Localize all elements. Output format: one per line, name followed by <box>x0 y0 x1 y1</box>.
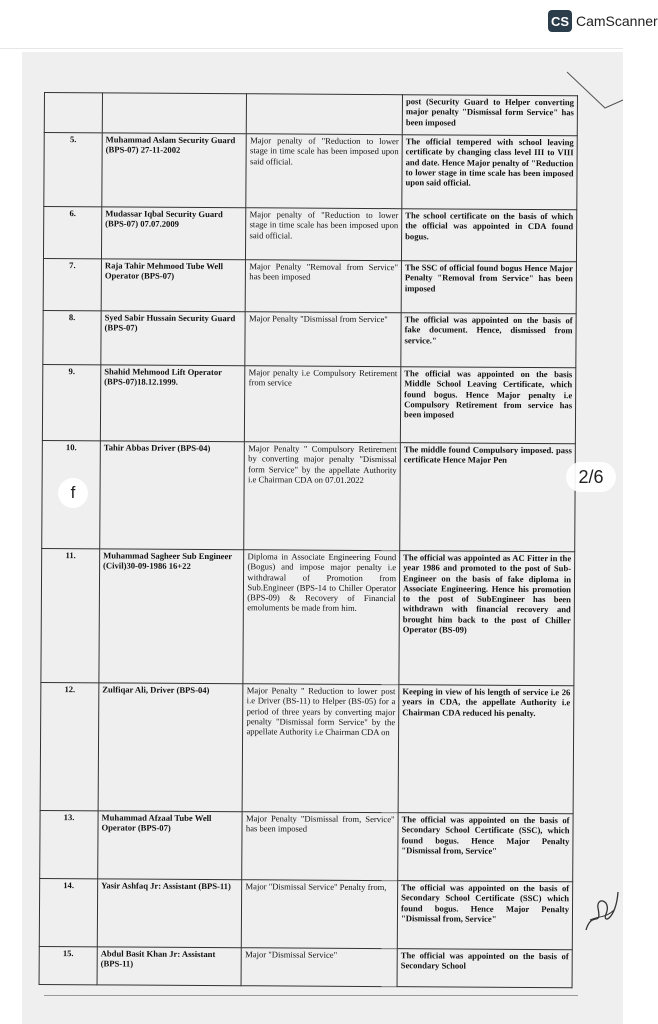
official-name-cell: Zulfiqar Ali, Driver (BPS-04) <box>98 683 243 812</box>
reason-cell: The official was appointed on the basis Middle School Leaving Certificate, which found bogus. Hence Major penalty i.e Compulsory Retirement from service has been imposed <box>400 367 575 444</box>
serial-cell: 13. <box>40 810 98 878</box>
official-name-cell <box>102 93 247 134</box>
serial-cell: 12. <box>40 682 99 810</box>
table-row <box>42 440 576 551</box>
official-name-cell: Yasir Ashfaq Jr: Assistant (BPS-11) <box>97 879 242 948</box>
official-name-cell: Shahid Mehmood Lift Operator (BPS-07)18.12.1999. <box>100 365 245 442</box>
reason-cell: The official was appointed on the basis of fake document. Hence, dismissed from service." <box>401 313 576 368</box>
serial-cell: 10. <box>42 440 101 548</box>
official-name-cell: Mudassar Iqbal Security Guard (BPS-07) 07.07.2009 <box>101 207 246 260</box>
serial-cell: 8. <box>43 310 101 364</box>
official-name-cell: Tahir Abbas Driver (BPS-04) <box>100 441 245 550</box>
serial-cell: 6. <box>43 207 101 259</box>
official-name-cell: Abdul Basit Khan Jr: Assistant (BPS-11) <box>97 947 242 986</box>
table-row <box>40 682 574 813</box>
penalty-cell: Major Penalty "Dismissal from Service" <box>245 312 401 367</box>
penalty-cell: Diploma in Associate Engineering Found (Bogus) and impose major penalty i.e withdrawal of Promotion from Sub.Engineer (BPS-14 to Chiller Operator (BPS-09) & Recovery of Financial emoluments be made from him. <box>243 550 399 685</box>
serial-cell <box>44 93 102 133</box>
table-row <box>43 310 576 367</box>
reason-cell: The official was appointed on the basis of Secondary School Certificate (SSC), which found bogus. Hence Major Penalty "Dismissal from, Service" <box>398 813 573 882</box>
reason-cell: The school certificate on the basis of which the official was appointed in CDA found bogus. <box>402 209 577 262</box>
table-row <box>39 878 572 949</box>
serial-cell: 15. <box>39 946 97 984</box>
penalty-cell: Major Penalty "Removal from Service" has been imposed <box>246 260 402 313</box>
serial-cell: 11. <box>41 548 100 682</box>
penalty-cell: Major penalty of "Reduction to lower stage in time scale has been imposed upon said official. <box>246 208 402 261</box>
reason-cell: The SSC of official found bogus Hence Major Penalty "Removal from Service" has been imposed <box>401 261 576 314</box>
table-row <box>43 258 576 313</box>
reason-cell: Keeping in view of his length of service i.e 26 years in CDA, the appellate Authority i.e Chairman CDA reduced his penalty. <box>398 685 574 814</box>
official-name-cell: Muhammad Sagheer Sub Engineer (Civil)30-09-1986 16+22 <box>99 549 244 684</box>
serial-cell: 9. <box>42 364 100 440</box>
penalty-cell <box>247 94 403 135</box>
camscanner-brand-text: CamScanner <box>576 13 658 29</box>
table-row <box>40 810 573 881</box>
penalty-cell: Major penalty of "Reduction to lower stage in time scale has been imposed upon said official. <box>246 134 402 209</box>
camscanner-logo-icon: CS <box>548 10 572 32</box>
serial-cell: 14. <box>39 878 97 946</box>
reason-cell: The official was appointed on the basis of Secondary School Certificate (SSC) which found bogus. Hence Major Penalty "Dismissal from, Service" <box>397 881 572 950</box>
penalty-table <box>39 92 578 988</box>
page-bottom-line <box>44 995 578 996</box>
table-row <box>42 364 575 443</box>
facebook-icon[interactable]: f <box>58 478 88 508</box>
penalty-cell: Major Penalty " Compulsory Retirement by converting major penalty "Dismissal form Service" by the appellate Authority i.e Chairman CDA on 07.01.2022 <box>244 442 400 551</box>
reason-cell: The official tempered with school leaving certificate by changing class level III to VIII and date. Hence Major penalty of "Reduction to lower stage in time scale has been imposed upon said official. <box>402 135 577 210</box>
reason-cell: The official was appointed as AC Fitter in the year 1986 and promoted to the post of Sub-Engineer on the basis of fake diploma in Associate Engineering. Hence his promotion to the post of SubEngineer has been withdrawn with financial recovery and brought him back to the post of Chiller Operator (BS-09) <box>399 551 575 686</box>
penalty-cell: Major penalty i.e Compulsory Retirement from service <box>245 366 401 443</box>
table-row <box>44 93 577 136</box>
page-indicator: 2/6 <box>566 462 616 492</box>
handwritten-signature <box>582 880 622 940</box>
official-name-cell: Muhammad Afzaal Tube Well Operator (BPS-07) <box>98 811 243 880</box>
reason-cell: The official was appointed on the basis of Secondary School <box>397 949 572 988</box>
serial-cell: 5. <box>44 133 102 207</box>
official-name-cell: Muhammad Aslam Security Guard (BPS-07) 27-11-2002 <box>102 133 247 208</box>
table-row <box>39 946 572 987</box>
penalty-cell: Major "Dismissal Service" <box>241 948 397 987</box>
official-name-cell: Syed Sabir Hussain Security Guard (BPS-07) <box>101 311 246 366</box>
scanner-top-bar <box>0 0 658 49</box>
penalty-cell: Major Penalty "Dismissal from, Service" has been imposed <box>242 812 398 881</box>
official-name-cell: Raja Tahir Mehmood Tube Well Operator (BPS-07) <box>101 259 246 312</box>
serial-cell: 7. <box>43 258 101 310</box>
table-row <box>41 548 575 685</box>
reason-cell: The middle found Compulsory imposed. pass certificate Hence Major Pen <box>400 443 576 552</box>
table-row <box>44 133 577 210</box>
table-row <box>43 207 576 262</box>
reason-cell: post (Security Guard to Helper converting major penalty "Dismissal form Service" has been imposed <box>402 95 577 136</box>
penalty-cell: Major "Dismissal Service" Penalty from, <box>242 880 398 949</box>
penalty-cell: Major Penalty " Reduction to lower post i.e Driver (BS-11) to Helper (BS-05) for a period of three years by converting major penalty "Dismissal form Service" by the appellate Authority i.e Chairman CDA on <box>243 684 399 813</box>
